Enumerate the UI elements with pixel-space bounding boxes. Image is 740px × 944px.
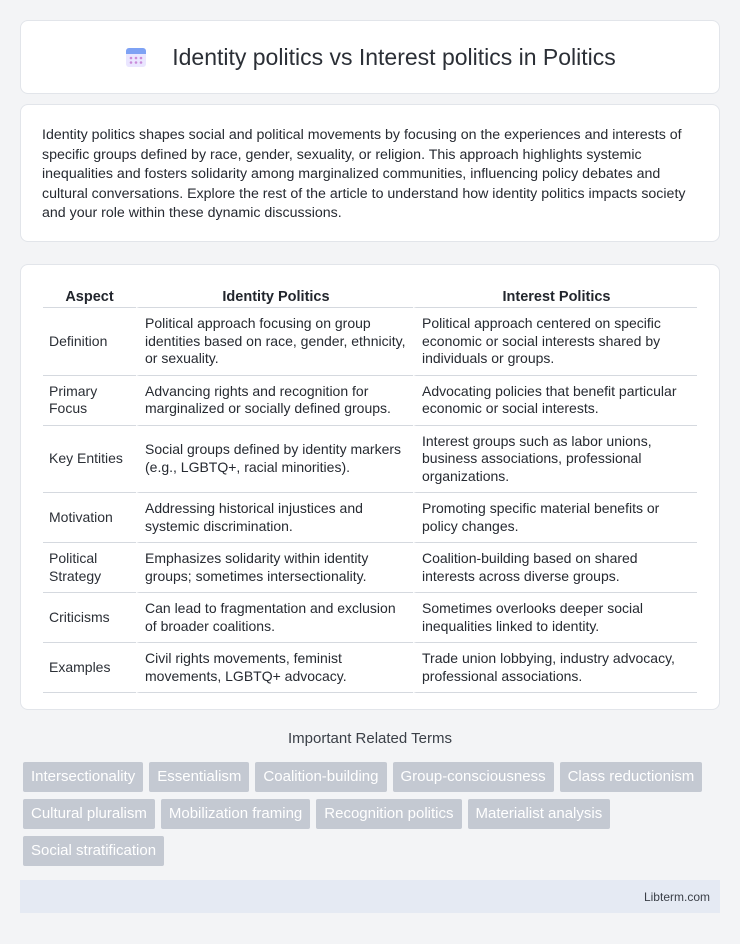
row-identity-cell: Civil rights movements, feminist movements, LGBTQ+ advocacy. bbox=[136, 643, 413, 693]
related-term-tag[interactable]: Cultural pluralism bbox=[23, 799, 155, 829]
header-identity-politics: Identity Politics bbox=[136, 285, 413, 308]
row-interest-cell: Advocating policies that benefit particular economic or social interests. bbox=[413, 376, 697, 426]
related-term-tag[interactable]: Coalition-building bbox=[255, 762, 386, 792]
footer bbox=[20, 880, 720, 913]
related-term-tag[interactable]: Mobilization framing bbox=[161, 799, 310, 829]
header-aspect: Aspect bbox=[43, 285, 136, 308]
table-row bbox=[43, 543, 697, 593]
related-terms-list bbox=[23, 762, 723, 873]
table-header-row bbox=[43, 285, 697, 308]
row-interest-cell: Trade union lobbying, industry advocacy, professional associations. bbox=[413, 643, 697, 693]
table-row bbox=[43, 426, 697, 494]
table-row bbox=[43, 376, 697, 426]
intro-card bbox=[20, 104, 720, 242]
row-interest-cell: Promoting specific material benefits or policy changes. bbox=[413, 493, 697, 543]
comparison-table bbox=[43, 285, 697, 693]
intro-text: Identity politics shapes social and political movements by focusing on the experiences and interests of specific groups defined by race, gender, sexuality, or religion. This approach highlights systemic inequalities and fosters solidarity among marginalized communities, influencing policy debates and cultural conversations. Explore the rest of the article to understand how identity politics impacts society and your role within these dynamic discussions. bbox=[42, 127, 686, 221]
header-card bbox=[20, 20, 720, 94]
page-title: Identity politics vs Interest politics in Politics bbox=[172, 43, 616, 70]
related-term-tag[interactable]: Recognition politics bbox=[316, 799, 461, 829]
table-row bbox=[43, 493, 697, 543]
calendar-icon bbox=[124, 45, 148, 69]
footer-site-link[interactable]: Libterm.com bbox=[643, 890, 710, 904]
table-row bbox=[43, 593, 697, 643]
row-identity-cell: Advancing rights and recognition for marginalized or socially defined groups. bbox=[136, 376, 413, 426]
row-aspect: Examples bbox=[43, 643, 136, 693]
row-identity-cell: Social groups defined by identity markers (e.g., LGBTQ+, racial minorities). bbox=[136, 426, 413, 494]
header-interest-politics: Interest Politics bbox=[413, 285, 697, 308]
row-aspect: Criticisms bbox=[43, 593, 136, 643]
related-term-tag[interactable]: Class reductionism bbox=[560, 762, 703, 792]
related-term-tag[interactable]: Social stratification bbox=[23, 836, 164, 866]
related-term-tag[interactable]: Intersectionality bbox=[23, 762, 143, 792]
row-aspect: Definition bbox=[43, 308, 136, 376]
row-aspect: Key Entities bbox=[43, 426, 136, 494]
row-identity-cell: Political approach focusing on group identities based on race, gender, ethnicity, or sexuality. bbox=[136, 308, 413, 376]
row-interest-cell: Sometimes overlooks deeper social inequalities linked to identity. bbox=[413, 593, 697, 643]
row-identity-cell: Emphasizes solidarity within identity groups; sometimes intersectionality. bbox=[136, 543, 413, 593]
row-interest-cell: Coalition-building based on shared interests across diverse groups. bbox=[413, 543, 697, 593]
row-aspect: Motivation bbox=[43, 493, 136, 543]
row-aspect: Political Strategy bbox=[43, 543, 136, 593]
table-row bbox=[43, 643, 697, 693]
row-identity-cell: Addressing historical injustices and systemic discrimination. bbox=[136, 493, 413, 543]
related-term-tag[interactable]: Group-consciousness bbox=[393, 762, 554, 792]
row-identity-cell: Can lead to fragmentation and exclusion of broader coalitions. bbox=[136, 593, 413, 643]
comparison-table-card bbox=[20, 264, 720, 710]
related-terms-title: Important Related Terms bbox=[288, 730, 452, 747]
row-interest-cell: Political approach centered on specific economic or social interests shared by individuals or groups. bbox=[413, 308, 697, 376]
row-interest-cell: Interest groups such as labor unions, business associations, professional organizations. bbox=[413, 426, 697, 494]
row-aspect: Primary Focus bbox=[43, 376, 136, 426]
related-term-tag[interactable]: Materialist analysis bbox=[468, 799, 611, 829]
table-row bbox=[43, 308, 697, 376]
related-term-tag[interactable]: Essentialism bbox=[149, 762, 249, 792]
